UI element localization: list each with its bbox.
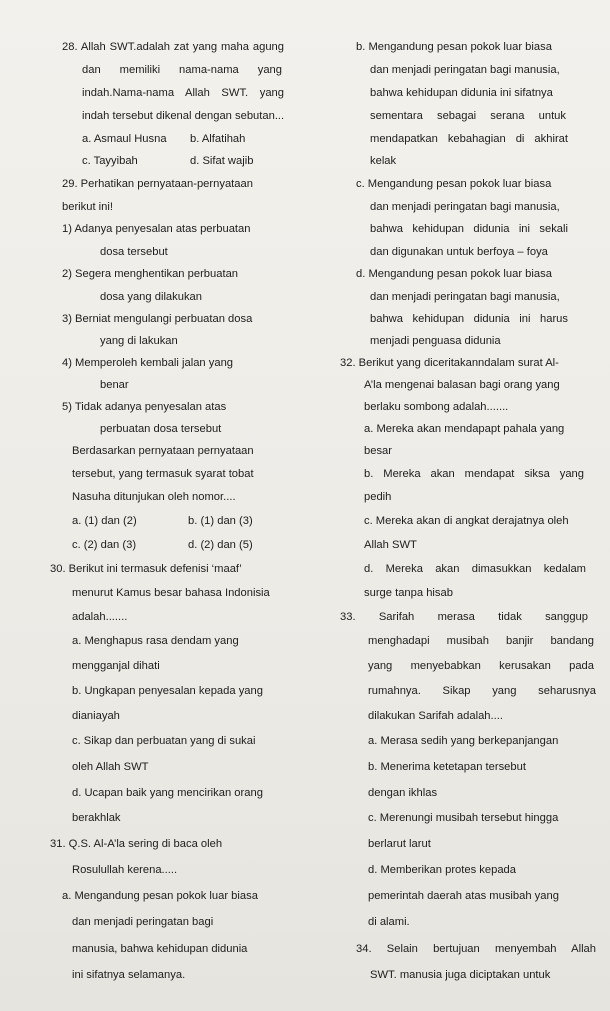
right-column-line: b. Menerima ketetapan tersebut <box>368 761 526 773</box>
left-column-line: mengganjal dihati <box>72 660 160 672</box>
right-column-line: bahwa kehidupan didunia ini harus <box>370 313 568 325</box>
right-column-line: d. Mereka akan dimasukkan kedalam <box>364 563 586 575</box>
right-column-line: b. Mengandung pesan pokok luar biasa <box>356 41 552 53</box>
left-column-line: ini sifatnya selamanya. <box>72 969 186 981</box>
right-column-line: c. Mengandung pesan pokok luar biasa <box>356 178 552 190</box>
left-column-line: adalah....... <box>72 611 128 623</box>
left-column-line: Berdasarkan pernyataan pernyataan <box>72 445 254 457</box>
left-column-line: manusia, bahwa kehidupan didunia <box>72 943 248 955</box>
right-column-line: dan menjadi peringatan bagi manusia, <box>370 291 560 303</box>
left-column-line: dianiayah <box>72 710 120 722</box>
left-column-line: 3) Berniat mengulangi perbuatan dosa <box>62 313 253 325</box>
right-column-line: pemerintah daerah atas musibah yang <box>368 890 559 902</box>
right-column-line: c. Merenungi musibah tersebut hingga <box>368 812 559 824</box>
right-column-line: bahwa kehidupan didunia ini sekali <box>370 223 568 235</box>
left-column-line: dosa tersebut <box>100 246 168 258</box>
right-column-line: 33. Sarifah merasa tidak sanggup <box>340 611 588 623</box>
left-column-line: a. (1) dan (2) <box>72 515 137 527</box>
left-column-line: 1) Adanya penyesalan atas perbuatan <box>62 223 251 235</box>
right-column-line: Allah SWT <box>364 539 417 551</box>
right-column-line: d. Memberikan protes kepada <box>368 864 517 876</box>
right-column-line: kelak <box>370 155 397 167</box>
left-column-line: dan menjadi peringatan bagi <box>72 916 214 928</box>
left-column-line: berakhlak <box>72 812 121 824</box>
right-column-line: yang menyebabkan kerusakan pada <box>368 660 594 672</box>
left-column-line: benar <box>100 379 129 391</box>
left-column-line: a. Menghapus rasa dendam yang <box>72 635 239 647</box>
left-column-line: menurut Kamus besar bahasa Indonisia <box>72 587 270 599</box>
left-column-line: 4) Memperoleh kembali jalan yang <box>62 357 234 369</box>
right-column-line: c. Mereka akan di angkat derajatnya oleh <box>364 515 569 527</box>
right-column-line: A’la mengenai balasan bagi orang yang <box>364 379 560 391</box>
right-column-line: dilakukan Sarifah adalah.... <box>368 710 503 722</box>
right-column-line: bahwa kehidupan didunia ini sifatnya <box>370 87 553 99</box>
left-column-line: a. Asmaul Husna <box>82 133 167 145</box>
left-column-line: b. Alfatihah <box>190 133 246 145</box>
left-column-line: a. Mengandung pesan pokok luar biasa <box>62 890 258 902</box>
left-column-line: berikut ini! <box>62 201 113 213</box>
right-column-line: berlarut larut <box>368 838 431 850</box>
right-column-line: menjadi penguasa didunia <box>370 335 501 347</box>
right-column-line: 34. Selain bertujuan menyembah Allah <box>356 943 596 955</box>
right-column-line: b. Mereka akan mendapat siksa yang <box>364 468 584 480</box>
left-column-line: d. Ucapan baik yang mencirikan orang <box>72 787 263 799</box>
left-column-line: b. Ungkapan penyesalan kepada yang <box>72 685 263 697</box>
right-column-line: dan menjadi peringatan bagi manusia, <box>370 201 560 213</box>
left-column-line: yang di lakukan <box>100 335 178 347</box>
right-column-line: sementara sebagai serana untuk <box>370 110 566 122</box>
left-column-line: c. Sikap dan perbuatan yang di sukai <box>72 735 256 747</box>
left-column-line: d. Sifat wajib <box>190 155 254 167</box>
left-column-line: tersebut, yang termasuk syarat tobat <box>72 468 254 480</box>
left-column-line: perbuatan dosa tersebut <box>100 423 222 435</box>
left-column-line: c. Tayyibah <box>82 155 138 167</box>
left-column-line: Rosulullah kerena..... <box>72 864 178 876</box>
left-column-line: 5) Tidak adanya penyesalan atas <box>62 401 227 413</box>
right-column-line: a. Merasa sedih yang berkepanjangan <box>368 735 559 747</box>
left-column-line: dosa yang dilakukan <box>100 291 203 303</box>
left-column-line: 29. Perhatikan pernyataan-pernyataan <box>62 178 253 190</box>
right-column-line: pedih <box>364 491 392 503</box>
left-column-line: c. (2) dan (3) <box>72 539 137 551</box>
right-column-line: rumahnya. Sikap yang seharusnya <box>368 685 596 697</box>
right-column-line: dan digunakan untuk berfoya – foya <box>370 246 548 258</box>
left-column-line: oleh Allah SWT <box>72 761 149 773</box>
left-column-line: 30. Berikut ini termasuk defenisi ‘maaf’ <box>50 563 242 575</box>
right-column-line: besar <box>364 445 392 457</box>
left-column-line: d. (2) dan (5) <box>188 539 253 551</box>
left-column-line: dan memiliki nama-nama yang <box>82 64 282 76</box>
left-column-line: 28. Allah SWT.adalah zat yang maha agung <box>62 41 284 53</box>
left-column-line: Nasuha ditunjukan oleh nomor.... <box>72 491 236 503</box>
right-column-line: menghadapi musibah banjir bandang <box>368 635 594 647</box>
left-column-line: 2) Segera menghentikan perbuatan <box>62 268 239 280</box>
left-column-line: b. (1) dan (3) <box>188 515 253 527</box>
right-column-line: a. Mereka akan mendapapt pahala yang <box>364 423 565 435</box>
right-column-line: dengan ikhlas <box>368 787 438 799</box>
left-column-line: indah tersebut dikenal dengan sebutan... <box>82 110 285 122</box>
right-column-line: dan menjadi peringatan bagi manusia, <box>370 64 560 76</box>
right-column-line: mendapatkan kebahagian di akhirat <box>370 133 568 145</box>
right-column-line: 32. Berikut yang diceritakanndalam surat Al- <box>340 357 559 369</box>
left-column-line: 31. Q.S. Al-A’la sering di baca oleh <box>50 838 223 850</box>
right-column-line: di alami. <box>368 916 410 928</box>
left-column-line: indah.Nama-nama Allah SWT. yang <box>82 87 284 99</box>
right-column-line: surge tanpa hisab <box>364 587 453 599</box>
right-column-line: berlaku sombong adalah....... <box>364 401 509 413</box>
right-column-line: SWT. manusia juga diciptakan untuk <box>370 969 551 981</box>
right-column-line: d. Mengandung pesan pokok luar biasa <box>356 268 552 280</box>
